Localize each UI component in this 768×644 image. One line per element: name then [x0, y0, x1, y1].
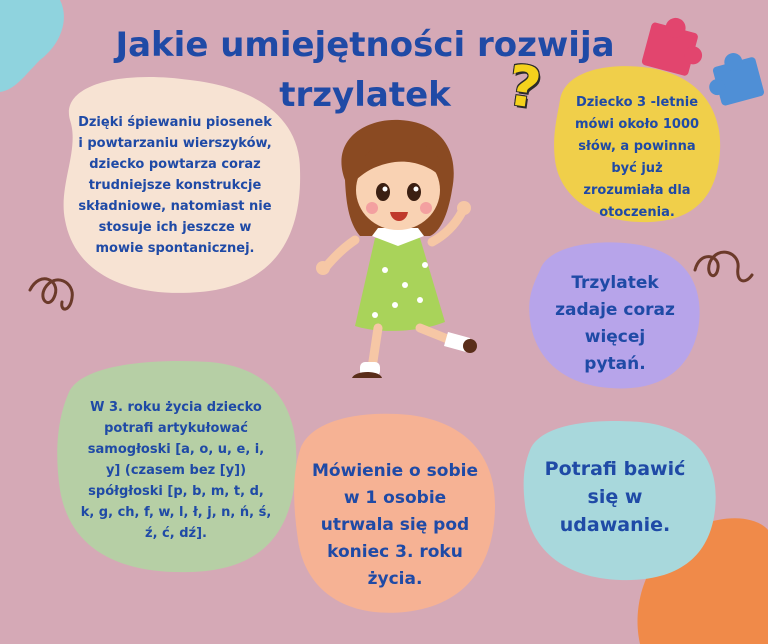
squiggle-icon: [30, 279, 72, 309]
bubble-text-articulation: W 3. roku życia dziecko potrafi artykułować samogłoski [a, o, u, e, i, y] (czasem bez [y]) spółgłoski [p, b, m, t, d, k, g, ch, f, w, l, ł, j, n, ń, ś, ź, ć, dź].: [80, 400, 272, 541]
bubble-text-singing: Dzięki śpiewaniu piosenek i powtarzaniu wierszyków, dziecko powtarza coraz trudniejsze konstrukcje składniowe, natomiast nie stosuje ich jeszcze w mowie spontanicznej.: [78, 115, 272, 256]
bubble-text-first-person: Mówienie o sobie w 1 osobie utrwala się pod koniec 3. roku życia.: [312, 461, 478, 589]
squiggle-icon: [695, 252, 752, 281]
girl-illustration: [316, 120, 477, 378]
page-title: Jakie umiejętności rozwija trzylatek: [115, 25, 615, 115]
bubble-text-vocabulary: Dziecko 3 -letnie mówi około 1000 słów, a powinna być już zrozumiała dla otoczenia.: [574, 95, 700, 220]
question-mark-icon: ?: [503, 53, 545, 122]
bubble-text-questions: Trzylatek zadaje coraz więcej pytań.: [555, 273, 675, 374]
bubble-text-pretend-play: Potrafi bawić się w udawanie.: [544, 458, 686, 536]
